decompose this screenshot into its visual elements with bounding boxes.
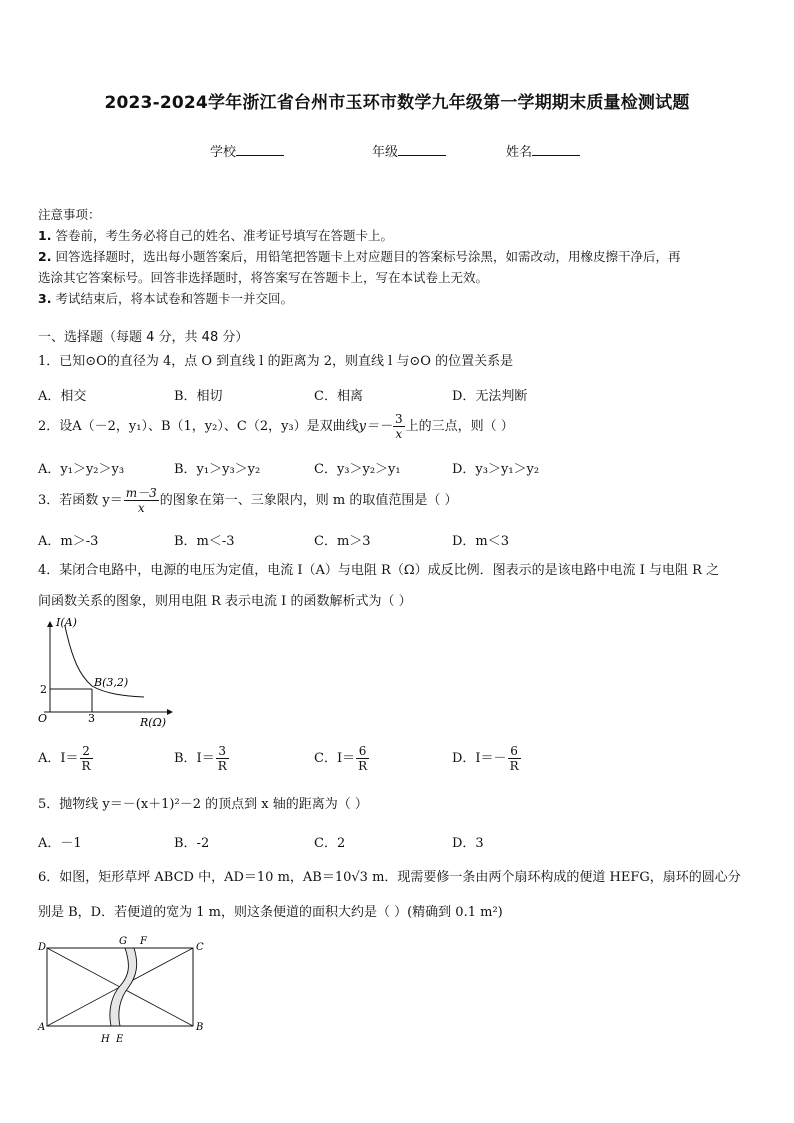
q4-option-c-num: 6 bbox=[356, 744, 369, 759]
q2-func-lhs: y＝－ bbox=[358, 419, 392, 434]
q5-option-d[interactable]: D．3 bbox=[452, 836, 484, 851]
q4-option-d-num: 6 bbox=[508, 744, 521, 759]
question-3 bbox=[38, 486, 760, 515]
q2-text-pre: 2．设A（－2，y₁）、B（1，y₂）、C（2，y₃）是双曲线 bbox=[38, 419, 359, 434]
q4-option-b[interactable] bbox=[174, 744, 230, 773]
q5-option-a[interactable]: A．－1 bbox=[38, 836, 82, 851]
q3-fraction-num: m－3 bbox=[125, 486, 157, 500]
q3-option-c[interactable]: C．m＞3 bbox=[314, 534, 371, 549]
q4-x-axis-label: R(Ω) bbox=[140, 716, 166, 729]
grade-field[interactable] bbox=[372, 141, 446, 160]
school-label: 学校 bbox=[210, 145, 237, 160]
q4-option-a-num: 2 bbox=[80, 744, 93, 759]
q6-path-band bbox=[110, 948, 137, 1026]
school-blank bbox=[236, 143, 284, 156]
q1-option-c[interactable]: C．相离 bbox=[314, 389, 363, 404]
q1-option-d[interactable]: D．无法判断 bbox=[452, 389, 528, 404]
q3-option-b[interactable]: B．m＜-3 bbox=[174, 534, 235, 549]
name-field[interactable] bbox=[506, 141, 580, 160]
question-2 bbox=[38, 412, 760, 441]
q2-fraction-den: x bbox=[395, 427, 403, 441]
question-4-line-1: 4．某闭合电路中，电源的电压为定值，电流 I（A）与电阻 R（Ω）成反比例．图表示的是该电路中电流 I 与电阻 R 之 bbox=[38, 563, 720, 578]
section-heading: 一、选择题（每题 4 分，共 48 分） bbox=[38, 330, 249, 345]
note-2-text-a: 回答选择题时，选出每小题答案后，用铅笔把答题卡上对应题目的答案标号涂黑，如需改动，用橡皮擦干净后，再 bbox=[55, 249, 681, 264]
q4-option-d-label: D．I＝－ bbox=[452, 751, 507, 766]
q2-text-post: 上的三点，则（ ） bbox=[405, 419, 514, 434]
q6-label-h: H bbox=[101, 1034, 110, 1045]
note-1-text: 答卷前，考生务必将自己的姓名、准考证号填写在答题卡上。 bbox=[55, 228, 393, 243]
name-label: 姓名 bbox=[506, 145, 533, 160]
q6-label-b: B bbox=[196, 1022, 204, 1033]
q4-option-c-label: C．I＝ bbox=[314, 751, 356, 766]
note-3-number: 3. bbox=[38, 291, 52, 306]
q3-text-pre: 3．若函数 y＝ bbox=[38, 493, 123, 508]
q4-option-d-den: R bbox=[509, 759, 519, 773]
q4-option-b-fraction bbox=[216, 744, 229, 773]
question-6-line-2: 别是 B，D．若便道的宽为 1 m，则这条便道的面积大约是（ ）(精确到 0.1 m²) bbox=[38, 905, 503, 920]
q4-option-c-den: R bbox=[358, 759, 368, 773]
q4-point-label: B(3,2) bbox=[94, 676, 129, 689]
q3-fraction-den: x bbox=[137, 501, 145, 515]
q6-label-d: D bbox=[38, 942, 47, 953]
q4-option-b-num: 3 bbox=[216, 744, 229, 759]
note-2-cont: 选涂其它答案标号。回答非选择题时，将答案写在答题卡上，写在本试卷上无效。 bbox=[38, 270, 489, 285]
note-1 bbox=[38, 225, 758, 246]
q4-option-a-label: A．I＝ bbox=[38, 751, 79, 766]
q5-option-c[interactable]: C．2 bbox=[314, 836, 346, 851]
q6-label-e: E bbox=[116, 1034, 124, 1045]
note-2 bbox=[38, 246, 758, 267]
q3-text-post: 的图象在第一、三象限内，则 m 的取值范围是（ ） bbox=[159, 493, 458, 508]
q1-option-a[interactable]: A．相交 bbox=[38, 389, 87, 404]
q4-option-a-fraction bbox=[80, 744, 93, 773]
q3-option-d[interactable]: D．m＜3 bbox=[452, 534, 510, 549]
q6-label-g: G bbox=[119, 936, 127, 947]
q4-option-c[interactable] bbox=[314, 744, 370, 773]
question-5: 5．抛物线 y＝－(x＋1)²－2 的顶点到 x 轴的距离为（ ） bbox=[38, 797, 368, 812]
note-1-number: 1. bbox=[38, 228, 52, 243]
note-2-number: 2. bbox=[38, 249, 52, 264]
q2-option-d[interactable]: D．y₃＞y₁＞y₂ bbox=[452, 462, 540, 477]
q6-label-c: C bbox=[196, 942, 204, 953]
grade-label: 年级 bbox=[372, 145, 399, 160]
q4-option-d[interactable] bbox=[452, 744, 522, 773]
q2-option-b[interactable]: B．y₁＞y₃＞y₂ bbox=[174, 462, 261, 477]
question-6-line-1: 6．如图，矩形草坪 ABCD 中，AD＝10 m，AB＝10√3 m．现需要修一条由两个扇环构成的便道 HEFG，扇环的圆心分 bbox=[38, 870, 741, 885]
q4-option-a-den: R bbox=[81, 759, 91, 773]
q4-x-tick: 3 bbox=[88, 712, 95, 725]
notes-heading: 注意事项： bbox=[38, 207, 101, 222]
question-1: 1．已知⊙O的直径为 4，点 O 到直线 l 的距离为 2，则直线 l 与⊙O 的位置关系是 bbox=[38, 354, 514, 369]
notes-block bbox=[38, 204, 758, 309]
grade-blank bbox=[398, 143, 446, 156]
note-3 bbox=[38, 288, 758, 309]
question-4-line-2: 间函数关系的图象，则用电阻 R 表示电流 I 的函数解析式为（ ） bbox=[38, 594, 412, 609]
q1-option-b[interactable]: B．相切 bbox=[174, 389, 223, 404]
q3-fraction bbox=[124, 486, 159, 515]
q4-option-b-den: R bbox=[217, 759, 227, 773]
q4-y-axis-label: I(A) bbox=[56, 616, 77, 629]
q2-option-a[interactable]: A．y₁＞y₂＞y₃ bbox=[38, 462, 125, 477]
q4-option-d-fraction bbox=[508, 744, 521, 773]
name-blank bbox=[532, 143, 580, 156]
note-3-text: 考试结束后，将本试卷和答题卡一并交回。 bbox=[55, 291, 293, 306]
q4-option-c-fraction bbox=[356, 744, 369, 773]
q6-label-f: F bbox=[140, 936, 147, 947]
exam-title: 2023-2024学年浙江省台州市玉环市数学九年级第一学期期末质量检测试题 bbox=[104, 93, 690, 113]
q4-origin: O bbox=[38, 712, 48, 725]
q3-option-a[interactable]: A．m＞-3 bbox=[38, 534, 99, 549]
q5-option-b[interactable]: B．-2 bbox=[174, 836, 210, 851]
q4-option-b-label: B．I＝ bbox=[174, 751, 215, 766]
q2-option-c[interactable]: C．y₃＞y₂＞y₁ bbox=[314, 462, 401, 477]
school-field[interactable] bbox=[210, 141, 284, 160]
q2-fraction-num: 3 bbox=[395, 412, 403, 426]
q4-y-tick: 2 bbox=[40, 683, 47, 696]
q6-figure bbox=[36, 934, 212, 1046]
q6-label-a: A bbox=[38, 1022, 46, 1033]
q4-option-a[interactable] bbox=[38, 744, 94, 773]
q2-fraction bbox=[393, 412, 405, 441]
q4-graph bbox=[34, 614, 184, 734]
